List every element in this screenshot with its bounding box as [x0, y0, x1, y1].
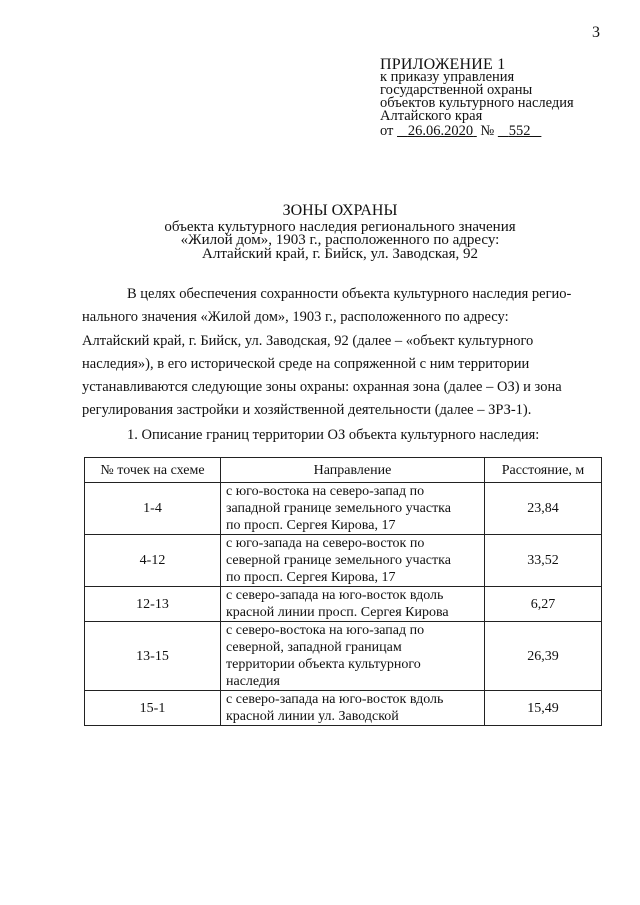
- order-prefix: от: [380, 123, 394, 139]
- order-line: [380, 125, 574, 138]
- distance-cell: 6,27: [485, 587, 602, 622]
- direction-line: с юго-запада на северо-восток по: [226, 536, 425, 551]
- direction-line: с юго-востока на северо-запад по: [226, 484, 425, 499]
- zones-subtitle-line: объекта культурного наследия регионального значения: [164, 218, 516, 235]
- table-row: [85, 587, 602, 622]
- direction-cell: [221, 587, 485, 622]
- distance-cell: 15,49: [485, 691, 602, 726]
- zones-heading-block: [0, 204, 640, 261]
- direction-cell: [221, 483, 485, 535]
- appendix-line: Алтайского края: [380, 108, 483, 124]
- points-cell: 13-15: [85, 622, 221, 691]
- section-title: 1. Описание границ территории ОЗ объекта культурного наследия:: [127, 427, 540, 443]
- direction-line: северной границе земельного участка: [226, 553, 451, 568]
- paragraph-line: В целях обеспечения сохранности объекта культурного наследия регио-: [127, 286, 572, 302]
- direction-line: с северо-востока на юго-запад по: [226, 623, 425, 638]
- order-number: 552: [508, 123, 531, 139]
- paragraph-line: Алтайский край, г. Бийск, ул. Заводская, 92 (далее – «объект культурного: [82, 332, 534, 349]
- direction-line: красной линии просп. Сергея Кирова: [226, 605, 449, 620]
- appendix-block: [380, 58, 574, 138]
- table-row: [85, 535, 602, 587]
- header-distance: Расстояние, м: [485, 458, 602, 483]
- direction-line: с северо-запада на юго-восток вдоль: [226, 692, 444, 707]
- points-cell: 4-12: [85, 535, 221, 587]
- direction-line: по просп. Сергея Кирова, 17: [226, 570, 396, 585]
- points-cell: 15-1: [85, 691, 221, 726]
- table-row: [85, 691, 602, 726]
- distance-cell: 33,52: [485, 535, 602, 587]
- direction-line: северной, западной границам: [226, 640, 402, 655]
- number-sign: №: [480, 123, 495, 139]
- paragraph-line: наследия»), в его исторической среде на сопряженной с ним территории: [82, 355, 530, 372]
- direction-line: красной линии ул. Заводской: [226, 709, 399, 724]
- paragraph-line: регулирования застройки и хозяйственной деятельности (далее – ЗРЗ-1).: [82, 402, 532, 419]
- zones-heading: ЗОНЫ ОХРАНЫ: [282, 202, 398, 219]
- direction-line: по просп. Сергея Кирова, 17: [226, 518, 396, 533]
- direction-cell: [221, 535, 485, 587]
- table-row: [85, 622, 602, 691]
- direction-line: территории объекта культурного: [226, 657, 421, 672]
- header-direction: Направление: [221, 458, 485, 483]
- paragraph-line: устанавливаются следующие зоны охраны: охранная зона (далее – ОЗ) и зона: [82, 379, 562, 396]
- direction-line: наследия: [226, 674, 280, 689]
- table-row: [85, 483, 602, 535]
- points-cell: 1-4: [85, 483, 221, 535]
- direction-cell: [221, 691, 485, 726]
- header-points: № точек на схеме: [85, 458, 221, 483]
- paragraph-line: нального значения «Жилой дом», 1903 г., расположенного по адресу:: [82, 309, 509, 326]
- appendix-line: объектов культурного наследия: [380, 95, 574, 111]
- intro-paragraph: [82, 283, 590, 423]
- zones-subtitle-line: «Жилой дом», 1903 г., расположенного по адресу:: [180, 232, 500, 248]
- points-cell: 12-13: [85, 587, 221, 622]
- table-header-row: [85, 458, 602, 483]
- direction-cell: [221, 622, 485, 691]
- direction-line: с северо-запада на юго-восток вдоль: [226, 588, 444, 603]
- direction-line: западной границе земельного участка: [226, 501, 451, 516]
- page-number: 3: [592, 24, 600, 41]
- appendix-title: ПРИЛОЖЕНИЕ 1: [380, 56, 506, 73]
- distance-cell: 23,84: [485, 483, 602, 535]
- zones-subtitle-line: Алтайский край, г. Бийск, ул. Заводская, 92: [202, 245, 478, 262]
- appendix-line: к приказу управления: [380, 69, 515, 85]
- distance-cell: 26,39: [485, 622, 602, 691]
- appendix-line: государственной охраны: [380, 82, 533, 98]
- order-date: 26.06.2020: [407, 123, 474, 139]
- boundary-table: [84, 457, 602, 726]
